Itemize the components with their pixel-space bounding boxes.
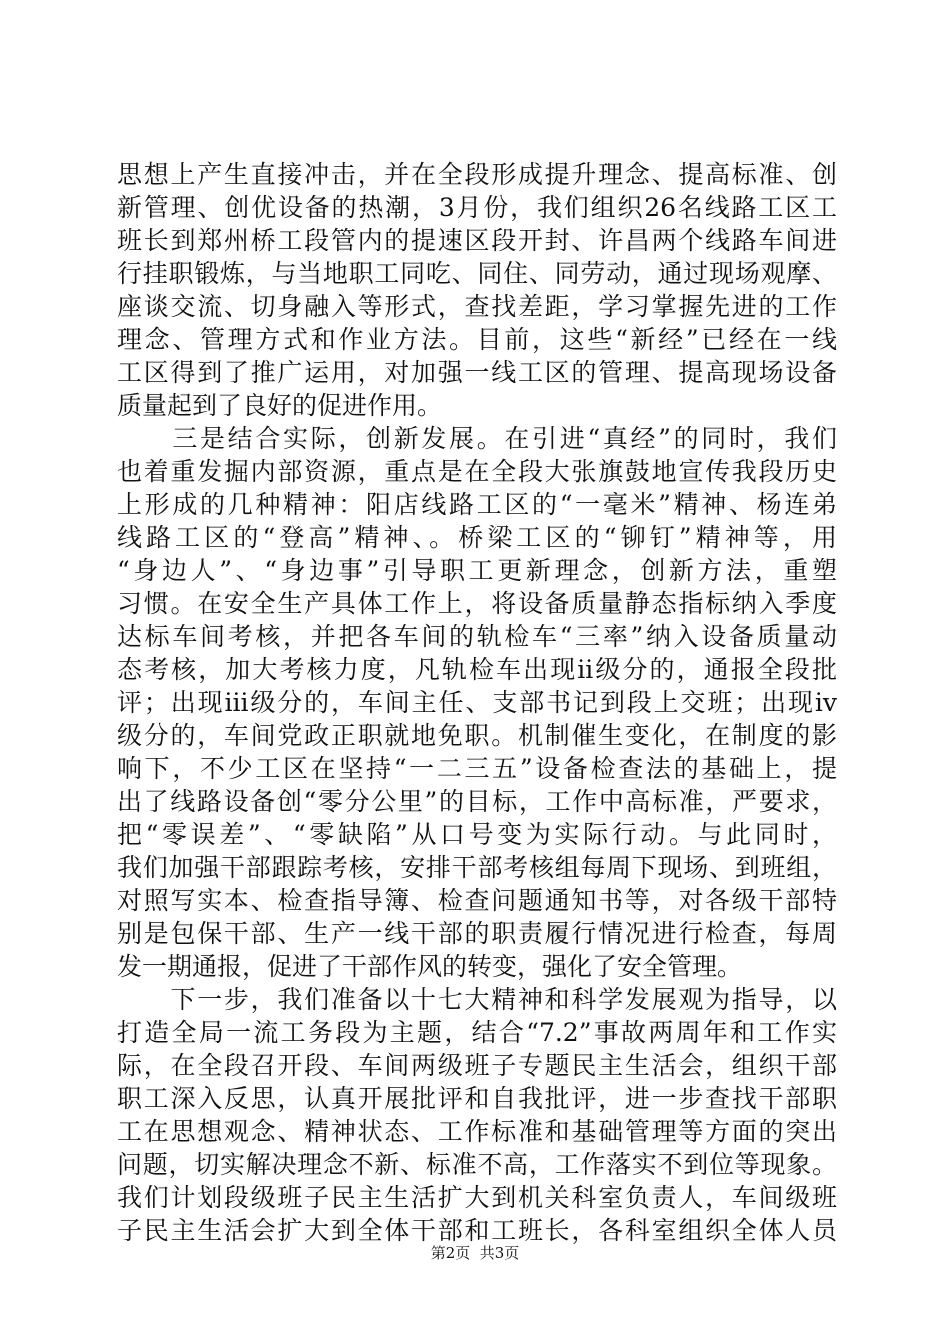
document-body bbox=[117, 158, 837, 1247]
text-line: 工区得到了推广运用，对加强一线工区的管理、提高现场设备 bbox=[117, 358, 837, 387]
text-line: 职工深入反思，认真开展批评和自我批评，进一步查找干部职 bbox=[117, 1084, 837, 1113]
text-line: 线路工区的“登高”精神、。桥梁工区的“铆钉”精神等，用 bbox=[117, 523, 837, 552]
page-number-footer: 第2页 共3页 bbox=[430, 1244, 520, 1262]
text-line: 际，在全段召开段、车间两级班子专题民主生活会，组织干部 bbox=[117, 1051, 837, 1080]
text-line: 发一期通报，促进了干部作风的转变，强化了安全管理。 bbox=[117, 952, 743, 981]
text-line: 级分的，车间党政正职就地免职。机制催生变化，在制度的影 bbox=[117, 721, 837, 750]
text-line: 座谈交流、切身融入等形式，查找差距，学习掌握先进的工作 bbox=[117, 292, 837, 321]
text-line: 打造全局一流工务段为主题，结合“7.2”事故两周年和工作实 bbox=[117, 1018, 837, 1047]
text-line: 质量起到了良好的促进作用。 bbox=[117, 391, 443, 420]
text-line: 把“零误差”、“零缺陷”从口号变为实际行动。与此同时， bbox=[117, 820, 837, 849]
text-line: 我们加强干部跟踪考核，安排干部考核组每周下现场、到班组， bbox=[117, 853, 837, 882]
paragraph bbox=[117, 158, 837, 422]
text-line: 工在思想观念、精神状态、工作标准和基础管理等方面的突出 bbox=[117, 1117, 837, 1146]
text-line: 子民主生活会扩大到全体干部和工班长，各科室组织全体人员 bbox=[117, 1216, 837, 1245]
text-line: 也着重发掘内部资源，重点是在全段大张旗鼓地宣传我段历史 bbox=[117, 457, 837, 486]
text-line: 理念、管理方式和作业方法。目前，这些“新经”已经在一线 bbox=[117, 325, 837, 354]
text-line: 出了线路设备创“零分公里”的目标，工作中高标准，严要求， bbox=[117, 787, 837, 816]
text-line: 达标车间考核，并把各车间的轨检车“三率”纳入设备质量动 bbox=[117, 622, 837, 651]
text-line: 我们计划段级班子民主生活扩大到机关科室负责人，车间级班 bbox=[117, 1183, 837, 1212]
paragraph bbox=[117, 983, 837, 1247]
text-line: 行挂职锻炼，与当地职工同吃、同住、同劳动，通过现场观摩、 bbox=[117, 259, 837, 288]
text-line: 上形成的几种精神：阳店线路工区的“一毫米”精神、杨连弟 bbox=[117, 490, 837, 519]
text-line: 新管理、创优设备的热潮，3月份，我们组织26名线路工区工 bbox=[117, 193, 837, 222]
text-line: 评；出现iii级分的，车间主任、支部书记到段上交班；出现iv bbox=[117, 688, 837, 717]
text-line: 三是结合实际，创新发展。在引进“真经”的同时，我们 bbox=[117, 424, 837, 453]
text-line: 问题，切实解决理念不新、标准不高，工作落实不到位等现象。 bbox=[117, 1150, 837, 1179]
text-line: 对照写实本、检查指导簿、检查问题通知书等，对各级干部特 bbox=[117, 886, 837, 915]
text-line: 班长到郑州桥工段管内的提速区段开封、许昌两个线路车间进 bbox=[117, 226, 837, 255]
text-line: 习惯。在安全生产具体工作上，将设备质量静态指标纳入季度 bbox=[117, 589, 837, 618]
paragraph bbox=[117, 422, 837, 983]
text-line: 响下，不少工区在坚持“一二三五”设备检查法的基础上，提 bbox=[117, 754, 837, 783]
text-line: “身边人”、“身边事”引导职工更新理念，创新方法，重塑 bbox=[117, 556, 837, 585]
text-line: 态考核，加大考核力度，凡轨检车出现ii级分的，通报全段批 bbox=[117, 655, 837, 684]
text-line: 思想上产生直接冲击，并在全段形成提升理念、提高标准、创 bbox=[117, 160, 837, 189]
text-line: 下一步，我们准备以十七大精神和科学发展观为指导，以 bbox=[117, 985, 837, 1014]
text-line: 别是包保干部、生产一线干部的职责履行情况进行检查，每周 bbox=[117, 919, 837, 948]
